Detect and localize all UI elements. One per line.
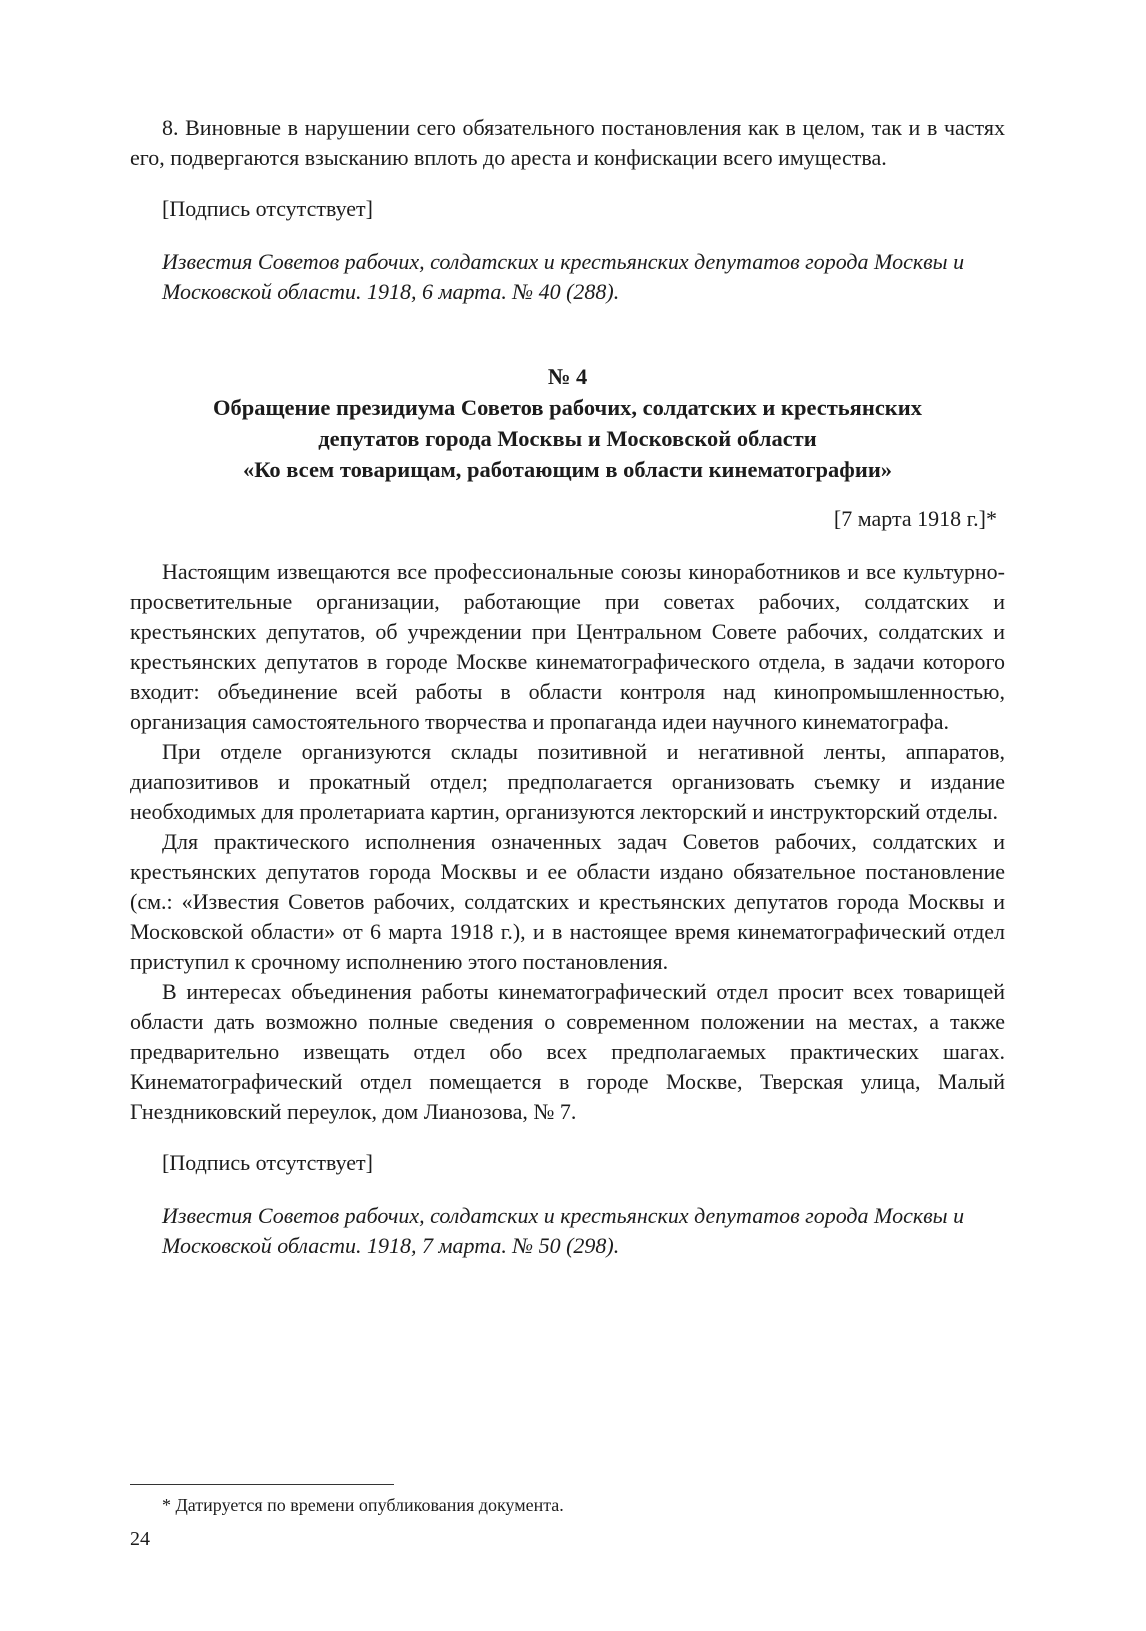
document-title-line-3: «Ко всем товарищам, работающим в области кинематографии» <box>242 457 893 482</box>
source-citation: Известия Советов рабочих, солдатских и крестьянских депутатов города Москвы и Московской области. 1918, 7 марта. № 50 (298). <box>162 1203 965 1258</box>
document-date: [7 марта 1918 г.]* <box>833 506 997 531</box>
footnote: * Датируется по времени опубликования документа. <box>162 1495 564 1515</box>
body-paragraph-3: Для практического исполнения означенных задач Советов рабочих, солдатских и крестьянских депутатов города Москвы и ее области издано обязательное постановление (см.: «Известия Советов рабочих, солдатских и крестьянских депутатов города Москвы и Московской области» от 6 марта 1918 г.), и в настоящее время кинематографический отдел приступил к срочному исполнению этого постановления. <box>130 829 1005 974</box>
item-8-paragraph: 8. Виновные в нарушении сего обязательного постановления как в целом, так и в частях его, подвергаются взысканию вплоть до ареста и конфискации всего имущества. <box>130 115 1005 170</box>
signature-note: [Подпись отсутствует] <box>162 196 373 221</box>
document-title-line-2: депутатов города Москвы и Московской области <box>318 426 817 451</box>
body-paragraph-2: При отделе организуются склады позитивной и негативной ленты, аппаратов, диапозитивов и прокатный отдел; предполагается организовать съемку и издание необходимых для пролетариата картин, организуются лекторский и инструкторский отделы. <box>130 739 1005 824</box>
page-number: 24 <box>130 1528 150 1550</box>
signature-note: [Подпись отсутствует] <box>162 1150 373 1175</box>
document-title-line-1: Обращение президиума Советов рабочих, солдатских и крестьянских <box>213 395 922 420</box>
document-number: № 4 <box>547 364 588 389</box>
source-citation: Известия Советов рабочих, солдатских и крестьянских депутатов города Москвы и Московской области. 1918, 6 марта. № 40 (288). <box>162 249 965 304</box>
body-paragraph-4: В интересах объединения работы кинематографический отдел просит всех товарищей области дать возможно полные сведения о современном положении на местах, а также предварительно извещать отдел обо всех предполагаемых практических шагах. Кинематографический отдел помещается в городе Москве, Тверская улица, Малый Гнездниковский переулок, дом Лианозова, № 7. <box>130 979 1005 1124</box>
body-paragraph-1: Настоящим извещаются все профессиональные союзы киноработников и все культурно-просветительные организации, работающие при советах рабочих, солдатских и крестьянских депутатов, об учреждении при Центральном Совете рабочих, солдатских и крестьянских депутатов в городе Москве кинематографического отдела, в задачи которого входит: объединение всей работы в области контроля над кинопромышленностью, организация самостоятельного творчества и пропаганда идеи научного кинематографа. <box>130 559 1005 734</box>
footnote-divider <box>130 1484 394 1485</box>
page-content <box>130 113 1005 1261</box>
